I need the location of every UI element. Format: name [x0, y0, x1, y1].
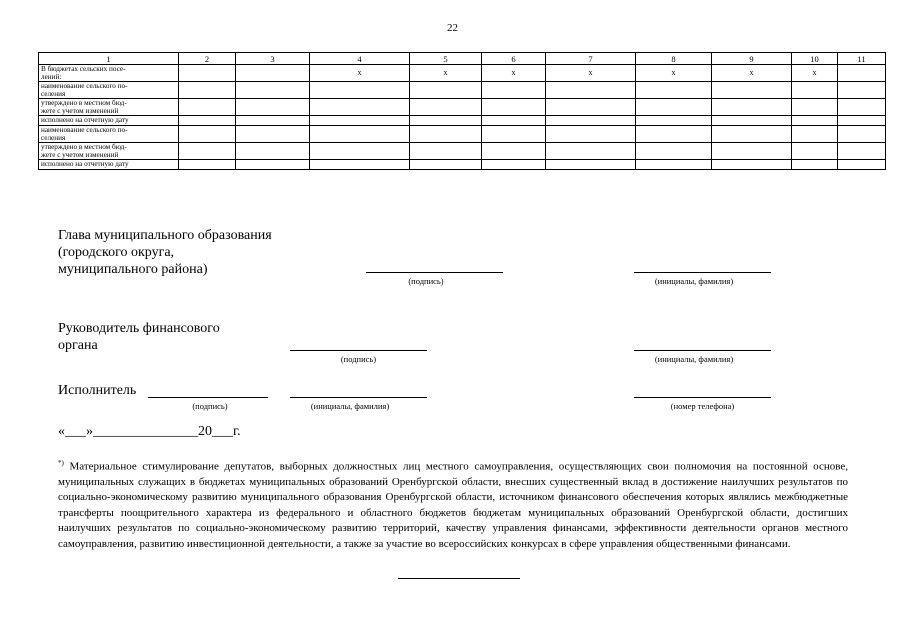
table-cell	[636, 99, 712, 116]
finance-initials-line	[634, 350, 771, 351]
table-cell: x	[410, 65, 482, 82]
page-number: 22	[447, 22, 458, 34]
row-label: утверждено в местном бюд- жете с учетом изменений	[39, 143, 179, 160]
table-header-cell: 2	[179, 53, 236, 65]
table-row	[39, 116, 886, 126]
table-cell	[310, 82, 410, 99]
table-cell	[712, 116, 792, 126]
row-label: наименование сельского по- селения	[39, 126, 179, 143]
head-signature-line	[366, 272, 503, 273]
table-cell	[712, 82, 792, 99]
table-cell	[546, 160, 636, 170]
table-cell	[236, 99, 310, 116]
table-cell	[546, 99, 636, 116]
finance-head-title: Руководитель финансового органа	[58, 321, 220, 353]
table-cell	[546, 126, 636, 143]
head-initials-line	[634, 272, 771, 273]
table-cell	[792, 126, 838, 143]
footnote-text: Материальное стимулирование депутатов, выборных должностных лиц местного самоуправления, осуществляющих свои полномочия на постоянной основе, муниципальных служащих в бюджетах муниципальных образований Оренбургской области, внесших существенный вклад в достижение наилучших результатов по социально-экономическому развитию муниципального образования Оренбургской области, источником финансового обеспечения которых являлись межбюджетные трансферты поощрительного характера из федерального и областного бюджетов бюджетам муниципальных образований Оренбургской области, достигших наилучших результатов по социально-экономическому развитию территорий, качеству управления финансами, эффективности деятельности органов местного самоуправления, развитию инвестиционной деятельности, а также за участие во всероссийских конкурсах в сфере управления общественными финансами.	[58, 460, 848, 550]
executor-phone-caption: (номер телефона)	[670, 401, 735, 411]
table-cell	[792, 143, 838, 160]
table-cell: x	[792, 65, 838, 82]
table-cell	[838, 143, 886, 160]
table-cell	[482, 99, 546, 116]
head-signature-caption: (подпись)	[408, 276, 444, 286]
table-cell	[179, 82, 236, 99]
table-header-cell: 3	[236, 53, 310, 65]
table-cell	[838, 65, 886, 82]
row-label: наименование сельского по- селения	[39, 82, 179, 99]
table-cell	[482, 143, 546, 160]
executor-phone-line	[634, 397, 771, 398]
executor-initials-caption: (инициалы, фамилия)	[310, 401, 390, 411]
table-header-cell: 8	[636, 53, 712, 65]
table-cell	[236, 116, 310, 126]
table-cell	[310, 126, 410, 143]
table-cell	[310, 116, 410, 126]
table-cell	[838, 160, 886, 170]
executor-initials-line	[290, 397, 427, 398]
table-cell	[636, 116, 712, 126]
table-cell: x	[546, 65, 636, 82]
table-cell	[179, 143, 236, 160]
table-header-cell: 9	[712, 53, 792, 65]
table-row	[39, 82, 886, 99]
table-cell	[410, 82, 482, 99]
table-cell: x	[310, 65, 410, 82]
finance-initials-caption: (инициалы, фамилия)	[654, 354, 734, 364]
table-cell	[546, 143, 636, 160]
table-cell: x	[712, 65, 792, 82]
table-header-cell: 6	[482, 53, 546, 65]
table-row	[39, 126, 886, 143]
table-row	[39, 143, 886, 160]
table-cell	[410, 116, 482, 126]
table-cell	[636, 82, 712, 99]
table-cell	[636, 126, 712, 143]
executor-title: Исполнитель	[58, 383, 137, 398]
table-cell	[792, 160, 838, 170]
row-label: утверждено в местном бюд- жете с учетом изменений	[39, 99, 179, 116]
table-cell	[310, 99, 410, 116]
table-cell	[792, 82, 838, 99]
row-label: исполнено на отчетную дату	[39, 116, 179, 126]
table-header-cell: 5	[410, 53, 482, 65]
table-cell	[236, 160, 310, 170]
finance-signature-line	[290, 350, 427, 351]
table-cell	[838, 99, 886, 116]
table-cell	[310, 143, 410, 160]
executor-signature-line	[148, 397, 268, 398]
finance-signature-caption: (подпись)	[340, 354, 377, 364]
table-cell	[546, 82, 636, 99]
table-cell	[236, 82, 310, 99]
table-cell	[482, 116, 546, 126]
table-cell	[712, 99, 792, 116]
executor-signature-caption: (подпись)	[192, 401, 228, 411]
table-cell	[838, 126, 886, 143]
table-cell	[838, 82, 886, 99]
table-cell	[838, 116, 886, 126]
table-cell	[179, 126, 236, 143]
table-cell	[712, 160, 792, 170]
head-title: Глава муниципального образования (городского округа, муниципального района)	[58, 228, 272, 277]
table-cell	[236, 143, 310, 160]
footnote-end-rule	[398, 578, 520, 579]
table-cell	[712, 126, 792, 143]
table-cell	[410, 160, 482, 170]
table-cell	[410, 99, 482, 116]
table-header-cell: 10	[792, 53, 838, 65]
row-label: В бюджетах сельских посе- лений:	[39, 65, 179, 82]
table-row	[39, 65, 886, 82]
table-cell	[482, 126, 546, 143]
table-cell: x	[482, 65, 546, 82]
table-header-row	[39, 53, 886, 65]
table-cell	[236, 65, 310, 82]
table-header-cell: 4	[310, 53, 410, 65]
table-cell	[179, 116, 236, 126]
table-header-cell: 1	[39, 53, 179, 65]
table-cell	[179, 65, 236, 82]
table-cell	[179, 99, 236, 116]
table-header-cell: 7	[546, 53, 636, 65]
table-cell	[712, 143, 792, 160]
table-cell	[546, 116, 636, 126]
footnote	[58, 456, 848, 552]
row-label: исполнено на отчетную дату	[39, 160, 179, 170]
table-cell	[792, 99, 838, 116]
table-header-cell: 11	[838, 53, 886, 65]
head-initials-caption: (инициалы, фамилия)	[654, 276, 734, 286]
table-cell	[482, 160, 546, 170]
table-cell: x	[636, 65, 712, 82]
table-row	[39, 99, 886, 116]
table-cell	[410, 126, 482, 143]
report-table	[38, 52, 886, 170]
footnote-mark: *)	[58, 459, 64, 467]
table-cell	[410, 143, 482, 160]
date-line: «___»_______________20___г.	[58, 424, 241, 439]
table-row	[39, 160, 886, 170]
table-cell	[179, 160, 236, 170]
table-cell	[636, 143, 712, 160]
table-cell	[310, 160, 410, 170]
table-cell	[792, 116, 838, 126]
table-cell	[236, 126, 310, 143]
table-cell	[636, 160, 712, 170]
table-cell	[482, 82, 546, 99]
